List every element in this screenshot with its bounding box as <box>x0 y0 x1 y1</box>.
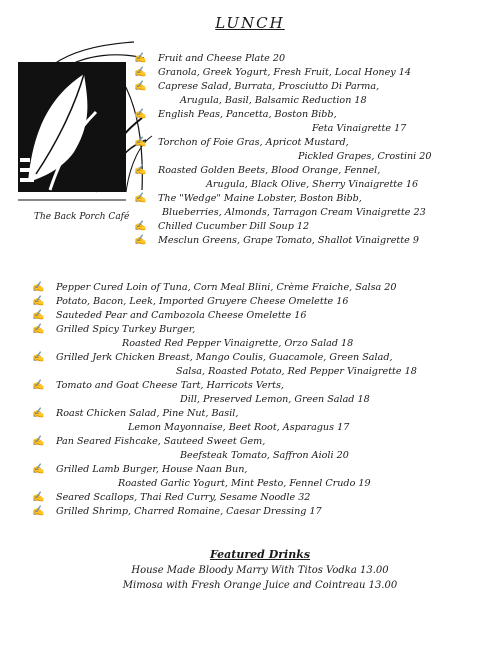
menu-section-1 <box>134 52 432 248</box>
menu-item <box>32 435 417 463</box>
pen-bullet-icon: ✍ <box>134 165 147 176</box>
menu-item-text-continued: Roasted Garlic Yogurt, Mint Pesto, Fennel Crudo 19 <box>118 478 371 489</box>
pen-bullet-icon: ✍ <box>134 53 147 64</box>
menu-item-text: Mesclun Greens, Grape Tomato, Shallot Vinaigrette 9 <box>158 235 419 246</box>
menu-item-text-continued: Arugula, Black Olive, Sherry Vinaigrette 16 <box>206 179 419 190</box>
menu-item-text-continued: Dill, Preserved Lemon, Green Salad 18 <box>180 394 370 405</box>
menu-item <box>32 309 417 323</box>
menu-item-text: Pepper Cured Loin of Tuna, Corn Meal Blini, Crème Fraiche, Salsa 20 <box>56 282 397 293</box>
pen-bullet-icon: ✍ <box>134 67 147 78</box>
menu-item <box>32 351 417 379</box>
cafe-logo <box>14 40 154 225</box>
pen-bullet-icon: ✍ <box>32 310 45 321</box>
logo-text: The Back Porch Café <box>34 212 130 222</box>
menu-item-text: Grilled Lamb Burger, House Naan Bun, <box>56 464 248 475</box>
pen-bullet-icon: ✍ <box>134 137 147 148</box>
menu-item <box>32 505 417 519</box>
menu-item-text-continued: Feta Vinaigrette 17 <box>312 123 407 134</box>
pen-bullet-icon: ✍ <box>134 235 147 246</box>
menu-item-text-continued: Blueberries, Almonds, Tarragon Cream Vinaigrette 23 <box>162 207 426 218</box>
menu-item <box>32 281 417 295</box>
menu-item-text: Grilled Jerk Chicken Breast, Mango Coulis, Guacamole, Green Salad, <box>56 352 393 363</box>
menu-item-text: Grilled Spicy Turkey Burger, <box>56 324 196 335</box>
menu-item-text: Torchon of Foie Gras, Apricot Mustard, <box>158 137 349 148</box>
menu-item-text: Caprese Salad, Burrata, Prosciutto Di Parma, <box>158 81 380 92</box>
menu-item-text: Seared Scallops, Thai Red Curry, Sesame Noodle 32 <box>56 492 311 503</box>
menu-item-text-continued: Roasted Red Pepper Vinaigrette, Orzo Salad 18 <box>122 338 354 349</box>
pen-bullet-icon: ✍ <box>32 282 45 293</box>
menu-item-text: Sauteded Pear and Cambozola Cheese Omelette 16 <box>56 310 307 321</box>
pen-bullet-icon: ✍ <box>32 464 45 475</box>
menu-item-text-continued: Arugula, Basil, Balsamic Reduction 18 <box>180 95 367 106</box>
menu-item-text: Fruit and Cheese Plate 20 <box>158 53 286 64</box>
menu-item <box>134 52 432 66</box>
menu-item-text-continued: Pickled Grapes, Crostini 20 <box>298 151 432 162</box>
menu-item <box>134 80 432 108</box>
pen-bullet-icon: ✍ <box>32 324 45 335</box>
calla-lily-icon <box>14 40 154 225</box>
menu-item-text: Roast Chicken Salad, Pine Nut, Basil, <box>56 408 239 419</box>
menu-item <box>32 491 417 505</box>
menu-item-text-continued: Salsa, Roasted Potato, Red Pepper Vinaigrette 18 <box>176 366 417 377</box>
menu-item-text: Pan Seared Fishcake, Sauteed Sweet Gem, <box>56 436 266 447</box>
menu-item-text: Grilled Shrimp, Charred Romaine, Caesar Dressing 17 <box>56 506 322 517</box>
pen-bullet-icon: ✍ <box>134 193 147 204</box>
menu-item <box>134 108 432 136</box>
menu-item <box>32 295 417 309</box>
pen-bullet-icon: ✍ <box>32 408 45 419</box>
pen-bullet-icon: ✍ <box>134 81 147 92</box>
menu-item <box>32 379 417 407</box>
featured-drink-item: Mimosa with Fresh Orange Juice and Cointreau 13.00 <box>122 580 398 591</box>
pen-bullet-icon: ✍ <box>32 296 45 307</box>
pen-bullet-icon: ✍ <box>32 492 45 503</box>
pen-bullet-icon: ✍ <box>32 380 45 391</box>
pen-bullet-icon: ✍ <box>32 436 45 447</box>
menu-item-text: The "Wedge" Maine Lobster, Boston Bibb, <box>158 193 362 204</box>
pen-bullet-icon: ✍ <box>134 109 147 120</box>
menu-item <box>32 463 417 491</box>
menu-item <box>134 164 432 192</box>
menu-item-text-continued: Lemon Mayonnaise, Beet Root, Asparagus 17 <box>128 422 350 433</box>
menu-title: LUNCH <box>215 14 285 32</box>
menu-section-2 <box>32 281 417 519</box>
menu-item-text: Potato, Bacon, Leek, Imported Gruyere Cheese Omelette 16 <box>56 296 349 307</box>
menu-item-text: English Peas, Pancetta, Boston Bibb, <box>158 109 337 120</box>
featured-drink-item: House Made Bloody Marry With Titos Vodka 13.00 <box>131 565 389 576</box>
menu-item-text: Chilled Cucumber Dill Soup 12 <box>158 221 310 232</box>
menu-item <box>134 66 432 80</box>
menu-item-text-continued: Beefsteak Tomato, Saffron Aioli 20 <box>180 450 349 461</box>
menu-item <box>32 323 417 351</box>
featured-drinks-title: Featured Drinks <box>209 548 311 561</box>
menu-item-text: Tomato and Goat Cheese Tart, Harricots Verts, <box>56 380 284 391</box>
menu-item <box>134 136 432 164</box>
menu-item <box>134 192 432 220</box>
pen-bullet-icon: ✍ <box>32 506 45 517</box>
menu-item-text: Granola, Greek Yogurt, Fresh Fruit, Local Honey 14 <box>158 67 411 78</box>
menu-item <box>32 407 417 435</box>
menu-item-text: Roasted Golden Beets, Blood Orange, Fennel, <box>158 165 381 176</box>
pen-bullet-icon: ✍ <box>134 221 147 232</box>
pen-bullet-icon: ✍ <box>32 352 45 363</box>
menu-item <box>134 220 432 234</box>
menu-item <box>134 234 432 248</box>
